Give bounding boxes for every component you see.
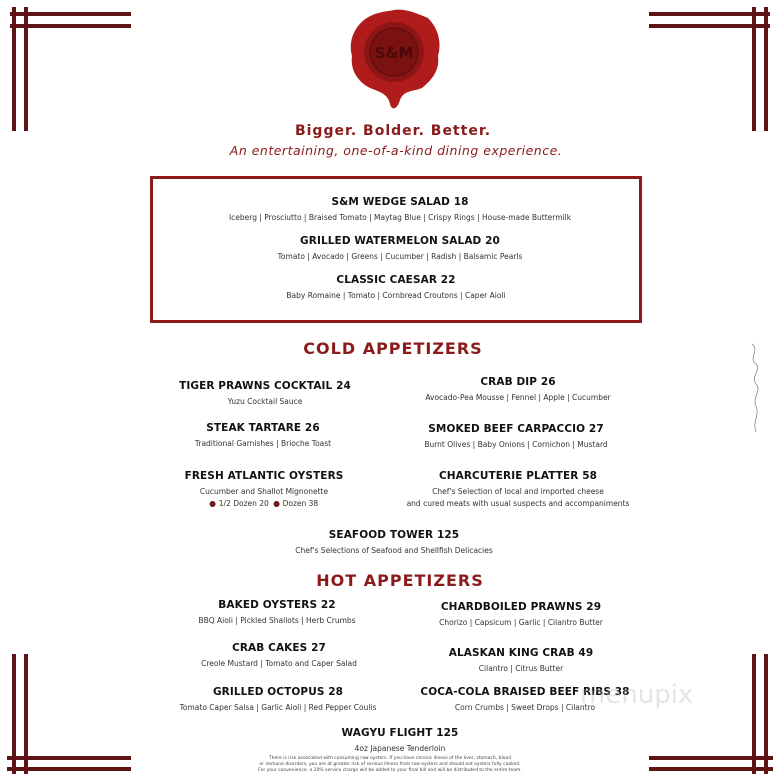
item-name: CRAB CAKES 27 <box>232 642 326 654</box>
item-desc: BBQ Aioli | Pickled Shallots | Herb Crumbs <box>198 616 356 625</box>
menu-item <box>185 470 344 510</box>
item-desc: Tomato | Avocado | Greens | Cucumber | Radish | Balsamic Pearls <box>277 252 523 261</box>
item-desc: Burnt Olives | Baby Onions | Cornichon | Mustard <box>424 440 608 449</box>
option-half-dozen: 1/2 Dozen 20 <box>218 499 269 508</box>
bullet-icon <box>274 501 280 507</box>
menu-item <box>278 235 523 263</box>
wax-seal-logo <box>346 8 442 112</box>
item-name: SEAFOOD TOWER 125 <box>328 529 460 541</box>
menu-item <box>439 601 603 629</box>
menu-item <box>198 599 355 627</box>
section-title-cold: COLD APPETIZERS <box>303 339 483 358</box>
menu-item <box>180 686 377 714</box>
item-name: FRESH ATLANTIC OYSTERS <box>184 470 344 482</box>
menu-item <box>286 274 505 302</box>
item-name: ALASKAN KING CRAB 49 <box>448 647 594 659</box>
item-desc: Tomato Caper Salsa | Garlic Aioli | Red Pepper Coulis <box>179 703 377 712</box>
option-dozen: Dozen 38 <box>282 499 319 508</box>
tagline: Bigger. Bolder. Better. <box>294 123 492 139</box>
disclaimer-line: For your convenience, a 20% service charge will be added to your final bill and will be distributed to the entire team. <box>258 768 522 773</box>
item-desc: Cucumber and Shallot Mignonette <box>199 487 329 496</box>
item-name: COCA-COLA BRAISED BEEF RIBS 38 <box>420 686 630 698</box>
item-name: CRAB DIP 26 <box>480 376 556 388</box>
item-name: CHARCUTERIE PLATTER 58 <box>438 470 598 482</box>
item-desc: Creole Mustard | Tomato and Caper Salad <box>201 659 357 668</box>
item-desc: Chef's Selection of local and imported cheese <box>432 487 604 496</box>
menu-item <box>449 647 594 675</box>
item-desc: Yuzu Cocktail Sauce <box>227 397 303 406</box>
menu-item <box>425 376 610 404</box>
item-desc: Avocado-Pea Mousse | Fennel | Apple | Cucumber <box>425 393 611 402</box>
item-name: GRILLED OCTOPUS 28 <box>212 686 344 698</box>
item-desc: and cured meats with usual suspects and accompaniments <box>406 499 630 508</box>
item-name: CHARDBOILED PRAWNS 29 <box>440 601 602 613</box>
signature <box>744 340 768 440</box>
item-name: BAKED OYSTERS 22 <box>218 599 336 611</box>
item-desc: Chorizo | Capsicum | Garlic | Cilantro Butter <box>439 618 603 627</box>
menu-item <box>179 380 351 408</box>
menu-item <box>424 423 607 451</box>
item-name: S&M WEDGE SALAD 18 <box>331 196 469 208</box>
menu-item <box>201 642 357 670</box>
item-desc: 4oz Japanese Tenderloin <box>354 744 446 753</box>
oyster-options <box>185 498 344 510</box>
item-name: SMOKED BEEF CARPACCIO 27 <box>428 423 604 435</box>
disclaimer-line: or immune disorders, you are at greater risk of serious illness from raw oysters and should eat oysters fully cooked. <box>259 762 521 767</box>
item-name: WAGYU FLIGHT 125 <box>341 727 459 739</box>
item-desc: Traditional Garnishes | Brioche Toast <box>194 439 332 448</box>
item-desc: Cilantro | Citrus Butter <box>478 664 564 673</box>
menu-item <box>195 422 331 450</box>
item-name: STEAK TARTARE 26 <box>206 422 320 434</box>
menu-item <box>407 470 630 510</box>
disclaimer <box>258 756 522 774</box>
svg-text:S&M: S&M <box>374 44 414 62</box>
watermark: menupix <box>580 680 694 710</box>
item-desc: Corn Crumbs | Sweet Drops | Cilantro <box>454 703 596 712</box>
menu-item <box>295 529 493 557</box>
item-desc: Chef's Selections of Seafood and Shellfish Delicacies <box>295 546 493 555</box>
section-title-hot: HOT APPETIZERS <box>316 571 484 590</box>
item-name: GRILLED WATERMELON SALAD 20 <box>300 235 500 247</box>
item-desc: Baby Romaine | Tomato | Cornbread Croutons | Caper Aioli <box>286 291 506 300</box>
menu-item <box>342 727 459 755</box>
subtitle: An entertaining, one-of-a-kind dining experience. <box>229 143 563 158</box>
item-name: CLASSIC CAESAR 22 <box>336 274 456 286</box>
item-desc: Iceberg | Prosciutto | Braised Tomato | Maytag Blue | Crispy Rings | House-made Buttermilk <box>228 213 572 222</box>
item-name: TIGER PRAWNS COCKTAIL 24 <box>179 380 351 392</box>
disclaimer-line: There is risk associated with consuming raw oysters. If you have chronic illness of the liver, stomach, blood <box>268 756 512 761</box>
bullet-icon <box>210 501 216 507</box>
menu-item <box>229 196 571 224</box>
